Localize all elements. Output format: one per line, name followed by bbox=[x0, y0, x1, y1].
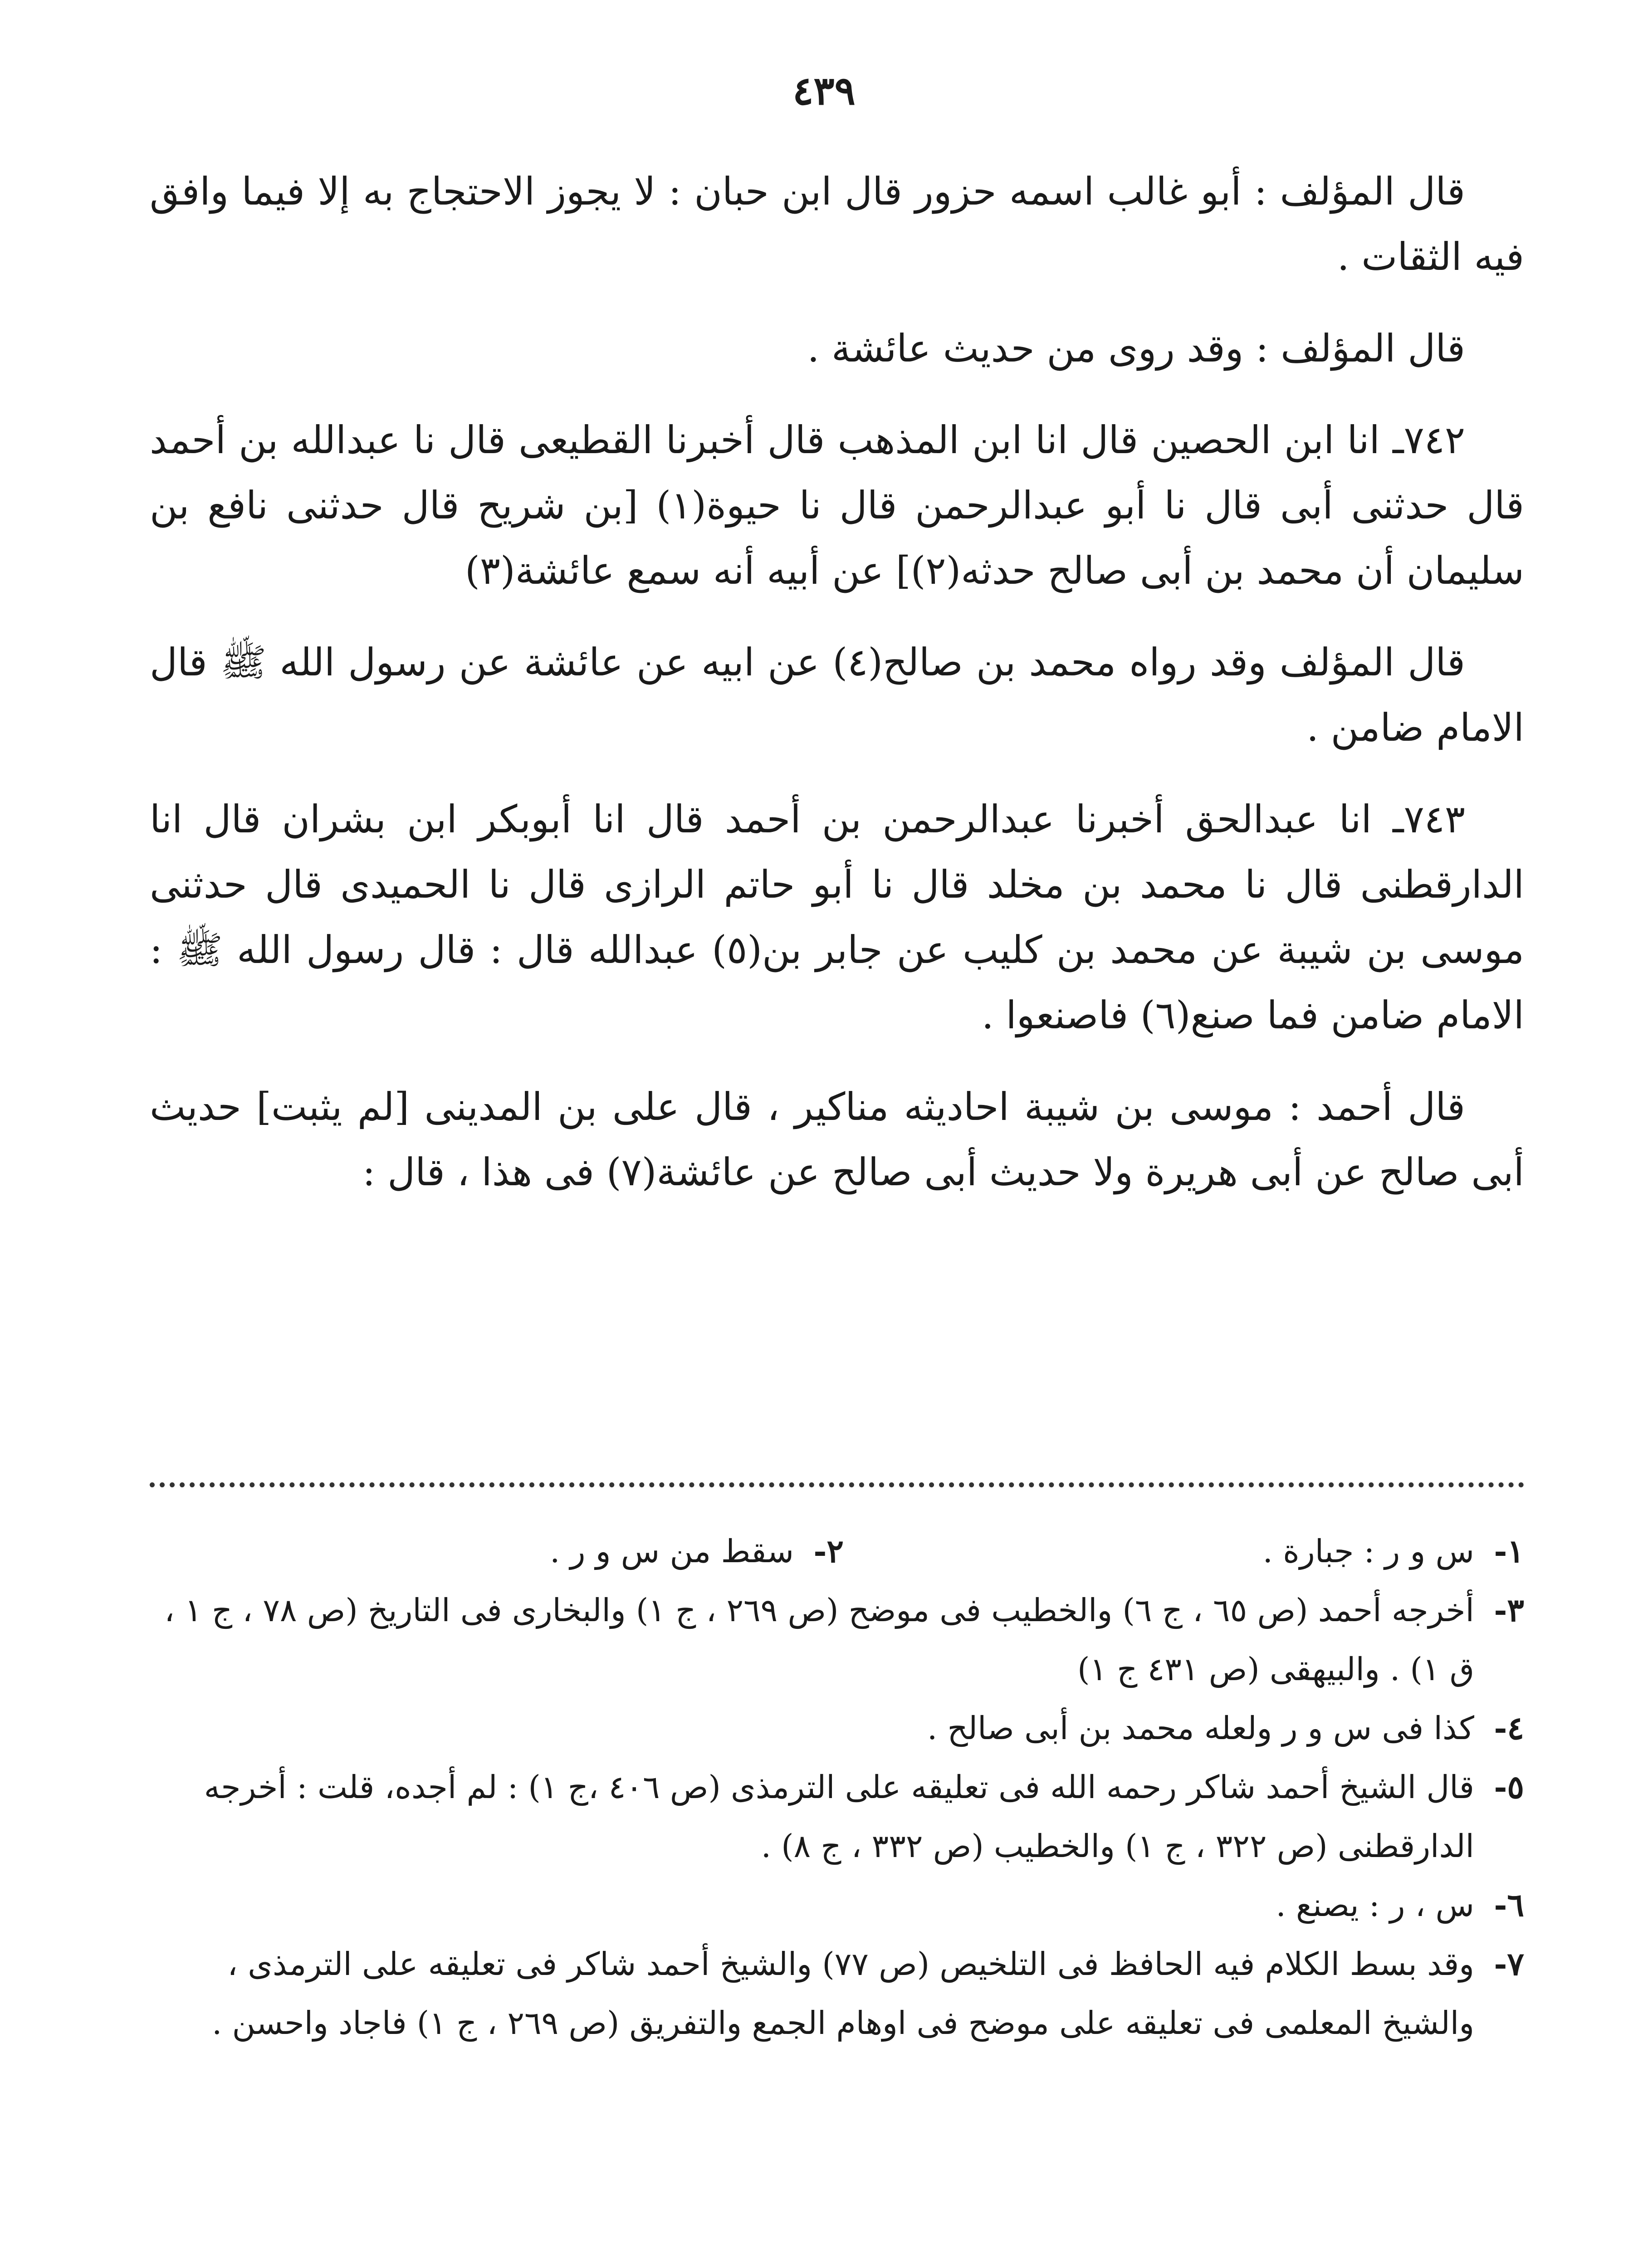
footnote-text: وقد بسط الكلام فيه الحافظ فى التلخيص (ص ٧٧) والشيخ أحمد شاكر فى تعليقه على الترمذى ، والشيخ المعلمى فى تعليقه على موضح فى اوهام الجمع والتفريق (ص ٢٦٩ ، ج ١) فاجاد واحسن . bbox=[212, 1945, 1474, 2042]
footnote-text: س ، ر : يصنع . bbox=[1276, 1887, 1474, 1924]
footnote-text: سقط من س و ر . bbox=[550, 1533, 794, 1570]
footnote-3 bbox=[150, 1581, 1524, 1699]
footnote-number: ٥- bbox=[1494, 1768, 1524, 1806]
footnote-number: ٧- bbox=[1494, 1945, 1524, 1983]
paragraph-2: قال المؤلف : وقد روى من حديث عائشة . bbox=[807, 326, 1465, 371]
page-number: ٤٣٩ bbox=[792, 68, 856, 114]
paragraph-4: قال المؤلف وقد رواه محمد بن صالح(٤) عن ابيه عن عائشة عن رسول الله ﷺ قال الامام ضامن . bbox=[150, 640, 1524, 750]
paragraph-6: قال أحمد : موسى بن شيبة احاديثه مناكير ، قال على بن المدينى [لم يثبت] حديث أبى صالح عن أبى هريرة ولا حديث أبى صالح عن عائشة(٧) فى هذا ، قال : bbox=[150, 1085, 1524, 1194]
paragraph-1: قال المؤلف : أبو غالب اسمه حزور قال ابن حبان : لا يجوز الاحتجاج به إلا فيما وافق فيه الثقات . bbox=[150, 169, 1524, 279]
paragraph-5: ٧٤٣ـ انا عبدالحق أخبرنا عبدالرحمن بن أحمد قال انا أبوبكر ابن بشران قال انا الدارقطنى قال نا محمد بن مخلد قال نا أبو حاتم الرازى قال نا الحميدى قال حدثنى موسى بن شيبة عن محمد بن كليب عن جابر بن(٥) عبدالله قال : قال رسول الله ﷺ : الامام ضامن فما صنع(٦) فاصنعوا . bbox=[150, 797, 1525, 1037]
footnote-text: س و ر : جبارة . bbox=[1262, 1533, 1474, 1570]
footnote-text: قال الشيخ أحمد شاكر رحمه الله فى تعليقه على الترمذى (ص ٤٠٦ ،ج ١) : لم أجده، قلت : أخرجه الدارقطنى (ص ٣٢٢ ، ج ١) والخطيب (ص ٣٣٢ ، ج ٨) . bbox=[204, 1769, 1474, 1865]
footnote-7 bbox=[150, 1935, 1524, 2053]
footnote-number: ٢- bbox=[813, 1532, 844, 1570]
paragraph-3: ٧٤٢ـ انا ابن الحصين قال انا ابن المذهب قال أخبرنا القطيعى قال نا عبدالله بن أحمد قال حدثنى أبى قال نا أبو عبدالرحمن قال نا حيوة(١) [بن شريح قال حدثنى نافع بن سليمان أن محمد بن أبى صالح حدثه(٢)] عن أبيه أنه سمع عائشة(٣) bbox=[150, 418, 1524, 593]
footnote-divider bbox=[150, 1482, 1524, 1487]
footnote-number: ٣- bbox=[1494, 1591, 1524, 1629]
main-text bbox=[150, 159, 1524, 1231]
footnote-number: ٤- bbox=[1494, 1709, 1524, 1747]
footnote-6 bbox=[150, 1876, 1524, 1935]
footnote-2 bbox=[163, 1522, 844, 1581]
footnote-number: ٦- bbox=[1494, 1886, 1524, 1924]
footnote-text: أخرجه أحمد (ص ٦٥ ، ج ٦) والخطيب فى موضح (ص ٢٦٩ ، ج ١) والبخارى فى التاريخ (ص ٧٨ ، ج ١ ، ق ١) . والبيهقى (ص ٤٣١ ج ١) bbox=[164, 1592, 1474, 1688]
footnote-1 bbox=[844, 1522, 1524, 1581]
footnote-4 bbox=[150, 1699, 1524, 1758]
footnote-5 bbox=[150, 1758, 1524, 1876]
footnote-number: ١- bbox=[1494, 1532, 1524, 1570]
footnotes bbox=[150, 1522, 1524, 2053]
footnote-text: كذا فى س و ر ولعله محمد بن أبى صالح . bbox=[927, 1710, 1474, 1747]
footnote-row-1-2 bbox=[150, 1522, 1524, 1581]
